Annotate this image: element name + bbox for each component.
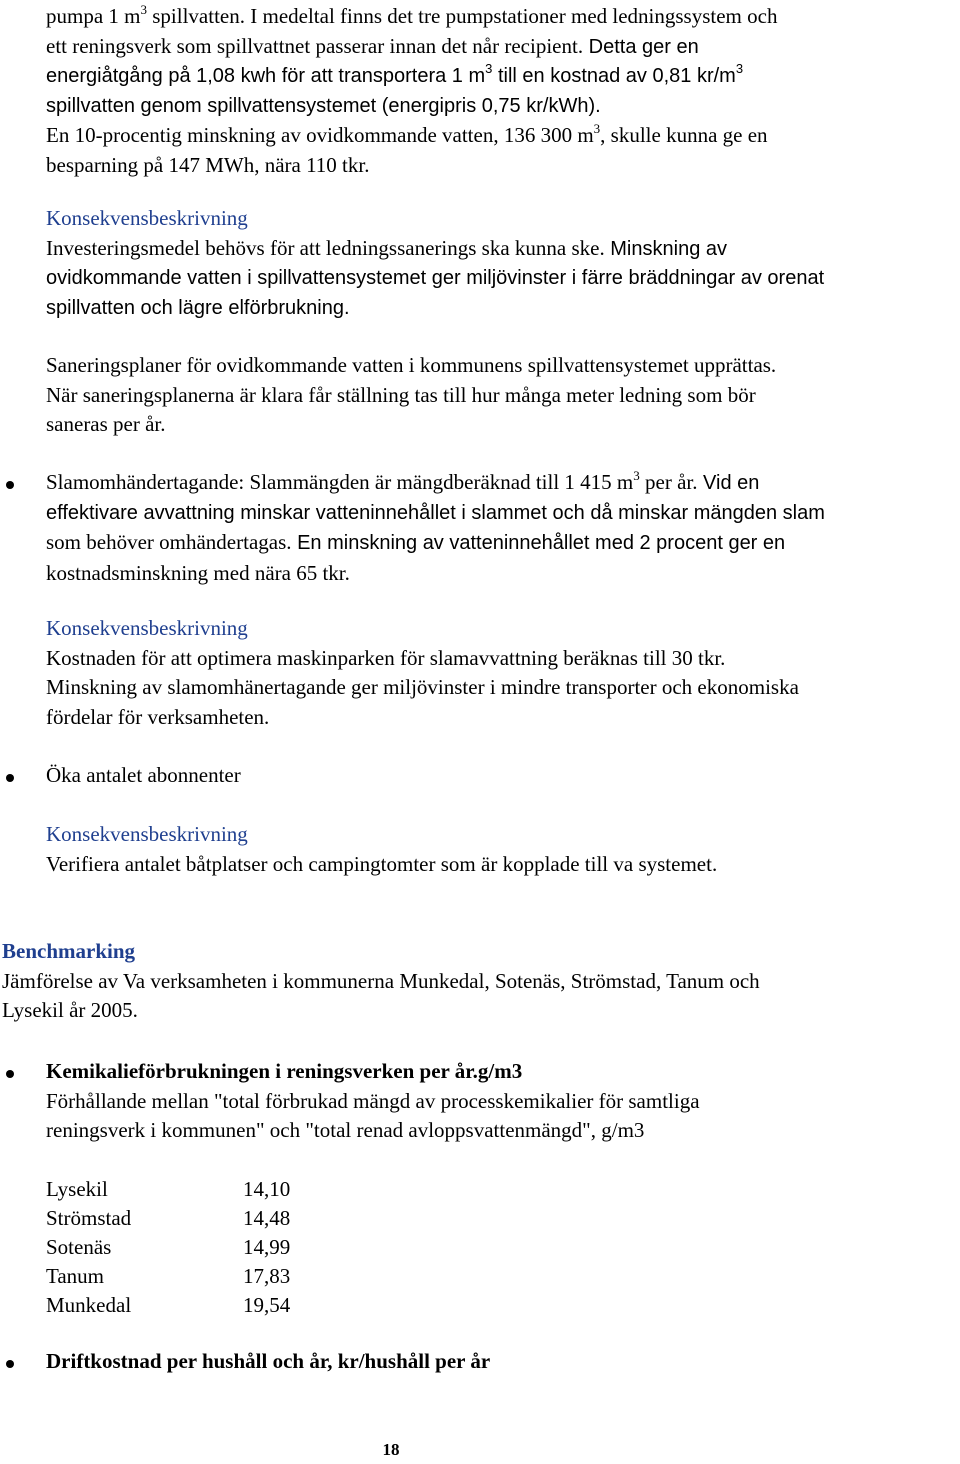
abonnenter-title: Öka antalet abonnenter: [46, 763, 241, 787]
consequence-text-line: fördelar för verksamheten.: [46, 704, 270, 729]
intro-line-2: ett reningsverk som spillvattnet passerar innan det når recipient. Detta ger en: [46, 33, 699, 58]
bullet-chemicals: [46, 1057, 946, 1146]
bullet-driftkostnad: [46, 1347, 946, 1377]
consequence-heading: Konsekvensbeskrivning: [46, 822, 248, 846]
benchmarking-line: Jämförelse av Va verksamheten i kommunerna Munkedal, Sotenäs, Strömstad, Tanum och: [2, 968, 760, 993]
chemical-value: 19,54: [243, 1293, 291, 1317]
intro-line-1: pumpa 1 $m^3$ spillvatten. I medeltal finns det tre pumpstationer med ledningssystem och: [46, 2, 778, 28]
consequence-text-line: Minskning av slamomhänertagande ger miljövinster i mindre transporter och ekonomiska: [46, 675, 799, 699]
intro-line-5: En 10-procentig minskning av ovidkommande vatten, 136 300 $m^3$, skulle kunna ge en: [46, 121, 768, 147]
paragraph-line: Saneringsplaner för ovidkommande vatten i kommunens spillvattensystemet upprättas.: [46, 353, 777, 377]
municipality-name: Lysekil: [46, 1177, 108, 1201]
section-consequence-1: [46, 204, 946, 323]
consequence-text-line: Verifiera antalet båtplatser och campingtomter som är kopplade till va systemet.: [46, 851, 718, 876]
slam-line-2: effektivare avvattning minskar vatteninnehållet i slammet och då minskar mängden slam: [46, 501, 825, 524]
consequence-text-line: Investeringsmedel behövs för att ledningssanerings ska kunna ske. Minskning av: [46, 235, 727, 260]
page-number: 18: [382, 1440, 400, 1459]
bullet-icon: [6, 1360, 14, 1368]
chemical-value: 14,10: [243, 1177, 291, 1201]
intro-paragraph: [46, 2, 946, 180]
consequence-text-line: Kostnaden för att optimera maskinparken för slamavvattning beräknas till 30 tkr.: [46, 645, 726, 670]
benchmarking-heading: Benchmarking: [2, 939, 136, 963]
benchmarking-section: [2, 937, 947, 1026]
slam-line-4: kostnadsminskning med nära 65 tkr.: [46, 560, 350, 585]
section-consequence-3: [46, 820, 946, 879]
chemical-value: 14,48: [243, 1206, 291, 1230]
paragraph-line: När saneringsplanerna är klara får ställning tas till hur många meter ledning som bör: [46, 382, 756, 407]
bullet-slam: [46, 468, 946, 588]
intro-line-3: energiåtgång på 1,08 kwh för att transportera 1 $m^3$ till en kostnad av 0,81 $kr/m^3$: [46, 61, 744, 87]
bullet-icon: [6, 1070, 14, 1078]
slam-line-1: Slamomhändertagande: Slammängden är mängdberäknad till 1 415 $m^3$ per år. Vid en: [46, 468, 760, 494]
bullet-icon: [6, 774, 14, 782]
chemicals-line: Förhållande mellan "total förbrukad mängd av processkemikalier för samtliga: [46, 1088, 700, 1113]
chemical-value: 14,99: [243, 1235, 291, 1259]
municipality-name: Tanum: [46, 1264, 105, 1288]
paragraph-line: saneras per år.: [46, 412, 166, 436]
municipality-name: Munkedal: [46, 1293, 132, 1317]
driftkostnad-title: Driftkostnad per hushåll och år, kr/hushåll per år: [46, 1349, 491, 1373]
benchmarking-line: Lysekil år 2005.: [2, 998, 138, 1022]
consequence-heading: Konsekvensbeskrivning: [46, 206, 248, 230]
chemicals-line: reningsverk i kommunen" och "total renad avloppsvattenmängd", g/m3: [46, 1118, 645, 1142]
consequence-heading: Konsekvensbeskrivning: [46, 616, 248, 640]
chemical-value: 17,83: [243, 1264, 291, 1288]
chemicals-title: Kemikalieförbrukningen i reningsverken per år.g/m3: [46, 1059, 523, 1083]
intro-line-6: besparning på 147 MWh, nära 110 tkr.: [46, 152, 370, 177]
consequence-text-line: ovidkommande vatten i spillvattensystemet ger miljövinster i färre bräddningar av orenat: [46, 267, 825, 289]
consequence-text-line: spillvatten och lägre elförbrukning.: [46, 296, 350, 319]
municipality-name: Sotenäs: [46, 1235, 112, 1259]
saneringsplaner-paragraph: [46, 351, 946, 440]
section-consequence-2: [46, 614, 946, 732]
bullet-icon: [6, 481, 14, 489]
intro-line-4: spillvatten genom spillvattensystemet (energipris 0,75 kr/kWh).: [46, 94, 601, 117]
bullet-abonnenter: [46, 761, 946, 791]
slam-line-3: som behöver omhändertagas. En minskning av vatteninnehållet med 2 procent ger en: [46, 530, 786, 554]
municipality-name: Strömstad: [46, 1206, 132, 1230]
